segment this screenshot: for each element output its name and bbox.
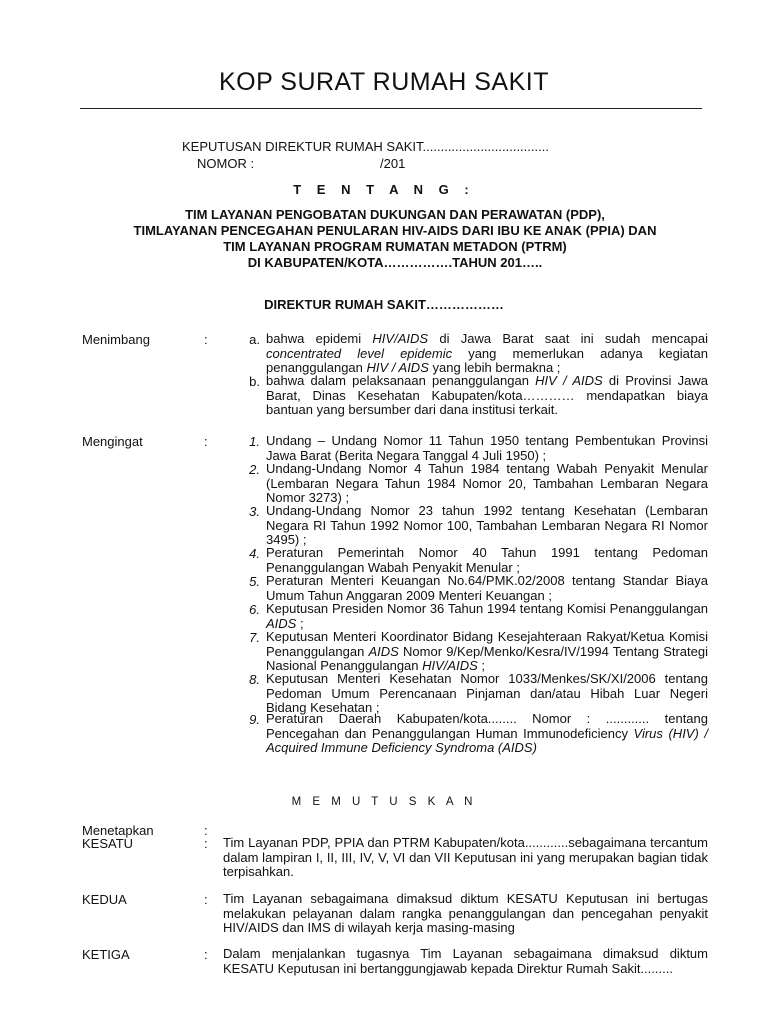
- mengingat-item-text: Undang-Undang Nomor 4 Tahun 1984 tentang Wabah Penyakit Menular (Lembaran Negara Tahun 1984 Nomor 20, Tambahan Lembaran Negara Nomor 3273) ;: [266, 461, 708, 506]
- menetapkan-colon: :: [204, 823, 208, 838]
- ketiga-text: Dalam menjalankan tugasnya Tim Layanan sebagaimana dimaksud diktum KESATU Keputusan ini bertanggungjawab kepada Direktur Rumah Sakit.........: [223, 946, 708, 976]
- mengingat-item-text: Keputusan Menteri Kesehatan Nomor 1033/Menkes/SK/XI/2006 tentang Pedoman Umum Perencanaan Pinjaman dan/atau Hibah Luar Negeri Bidang Kesehatan ;: [266, 671, 708, 716]
- mengingat-item-marker: 7.: [249, 630, 260, 645]
- menimbang-item-marker: b.: [249, 374, 260, 389]
- mengingat-colon: :: [204, 434, 208, 449]
- menimbang-item-text: bahwa epidemi HIV/AIDS di Jawa Barat saat ini sudah mencapai concentrated level epidemic yang memerlukan adanya kegiatan penanggulangan HIV / AIDS yang lebih bermakna ;: [266, 331, 708, 376]
- kesatu-colon: :: [204, 836, 208, 851]
- mengingat-item-marker: 8.: [249, 672, 260, 687]
- mengingat-item-text: Peraturan Pemerintah Nomor 40 Tahun 1991 tentang Pedoman Penanggulangan Wabah Penyakit Menular ;: [266, 545, 708, 575]
- nomor-value: /201: [380, 156, 406, 171]
- menimbang-item-text: bahwa dalam pelaksanaan penanggulangan HIV / AIDS di Provinsi Jawa Barat, Dinas Kesehatan Kabupaten/kota………… mendapatkan biaya bantuan yang bersumber dari dana institusi terkait.: [266, 373, 708, 418]
- kedua-colon: :: [204, 892, 208, 907]
- decree-title-line: TIM LAYANAN PROGRAM RUMATAN METADON (PTRM): [223, 239, 567, 254]
- decree-title-line: DI KABUPATEN/KOTA…………….TAHUN 201…..: [247, 255, 543, 270]
- mengingat-item-marker: 5.: [249, 574, 260, 589]
- mengingat-item-text: Undang – Undang Nomor 11 Tahun 1950 tentang Pembentukan Provinsi Jawa Barat (Berita Negara Tanggal 4 Juli 1950) ;: [266, 433, 708, 463]
- memutuskan-heading: M E M U T U S K A N: [291, 796, 477, 808]
- mengingat-item-marker: 9.: [249, 712, 260, 727]
- ketiga-colon: :: [204, 947, 208, 962]
- nomor-label: NOMOR :: [197, 156, 255, 171]
- mengingat-item-marker: 6.: [249, 602, 260, 617]
- mengingat-item-marker: 1.: [249, 434, 260, 449]
- decree-title: [60, 207, 730, 271]
- menimbang-item-marker: a.: [249, 332, 260, 347]
- ketiga-label: KETIGA: [82, 947, 130, 962]
- mengingat-item-marker: 2.: [249, 462, 260, 477]
- director-heading: DIREKTUR RUMAH SAKIT………………: [264, 297, 504, 312]
- menetapkan-label: Menetapkan: [82, 823, 154, 838]
- kesatu-label: KESATU: [82, 836, 134, 851]
- mengingat-item-text: Keputusan Menteri Koordinator Bidang Kesejahteraan Rakyat/Ketua Komisi Penanggulangan AIDS Nomor 9/Kep/Menko/Kesra/IV/1994 Tentang Strategi Nasional Penanggulangan HIV/AIDS ;: [266, 629, 708, 674]
- decree-title-line: TIMLAYANAN PENCEGAHAN PENULARAN HIV-AIDS DARI IBU KE ANAK (PPIA) DAN: [133, 223, 657, 238]
- mengingat-item-marker: 4.: [249, 546, 260, 561]
- menimbang-colon: :: [204, 332, 208, 347]
- menimbang-label: Menimbang: [82, 332, 150, 347]
- mengingat-item-marker: 3.: [249, 504, 260, 519]
- kedua-text: Tim Layanan sebagaimana dimaksud diktum KESATU Keputusan ini bertugas melakukan pelayanan dalam rangka penanggulangan dan pencegahan penyakit HIV/AIDS dan IMS di wilayah kerja masing-masing: [223, 891, 708, 936]
- mengingat-item-text: Keputusan Presiden Nomor 36 Tahun 1994 tentang Komisi Penanggulangan AIDS ;: [266, 601, 708, 631]
- mengingat-label: Mengingat: [82, 434, 143, 449]
- mengingat-item-text: Undang-Undang Nomor 23 tahun 1992 tentang Kesehatan (Lembaran Negara RI Tahun 1992 Nomor 100, Tambahan Lembaran Negara RI Nomor 3495) ;: [266, 503, 708, 548]
- tentang-heading: T E N T A N G :: [293, 182, 475, 197]
- mengingat-item-text: Peraturan Menteri Keuangan No.64/PMK.02/2008 tentang Standar Biaya Umum Tahun Anggaran 2009 Menteri Keuangan ;: [266, 573, 708, 603]
- decree-title-line: TIM LAYANAN PENGOBATAN DUKUNGAN DAN PERAWATAN (PDP),: [185, 207, 605, 222]
- letterhead-divider: [80, 108, 702, 109]
- kedua-label: KEDUA: [82, 892, 127, 907]
- mengingat-item-text: Peraturan Daerah Kabupaten/kota........ Nomor : ............ tentang Pencegahan dan Penanggulangan Human Immunodeficiency Virus (HIV) / Acquired Immune Deficiency Syndroma (AIDS): [266, 711, 708, 756]
- decree-heading: KEPUTUSAN DIREKTUR RUMAH SAKIT...................................: [182, 139, 549, 154]
- letterhead-title: KOP SURAT RUMAH SAKIT: [218, 68, 549, 96]
- kesatu-text: Tim Layanan PDP, PPIA dan PTRM Kabupaten/kota............sebagaimana tercantum dalam lampiran I, II, III, IV, V, VI dan VII Keputusan ini yang merupakan bagian tidak terpisahkan.: [223, 835, 708, 880]
